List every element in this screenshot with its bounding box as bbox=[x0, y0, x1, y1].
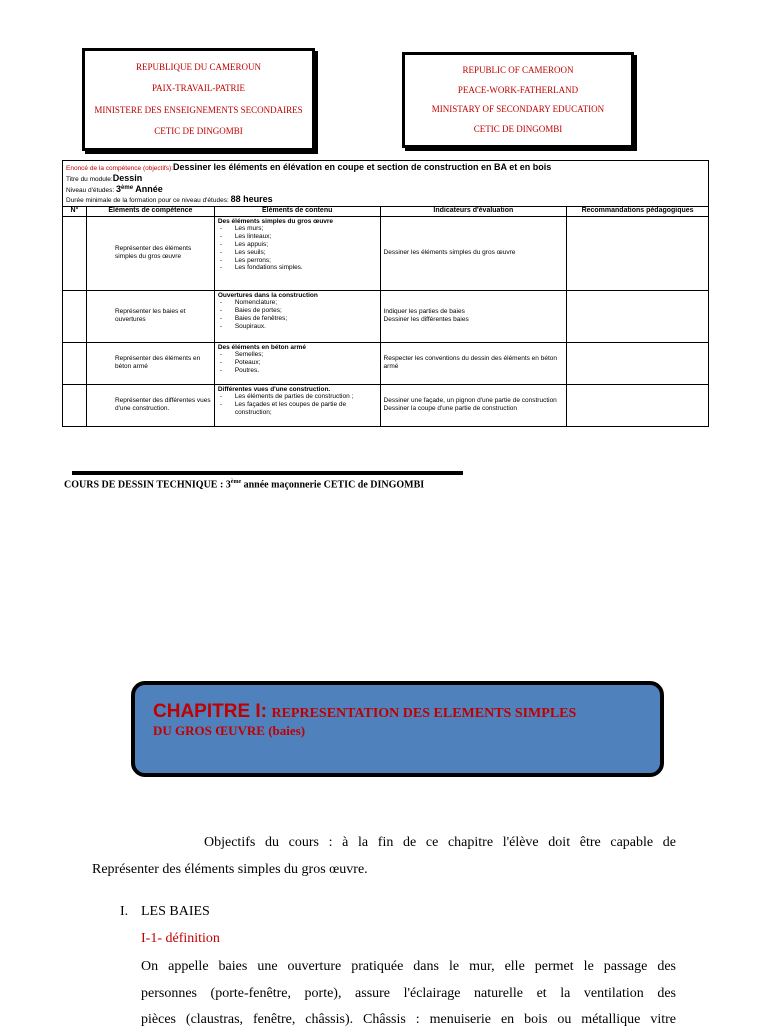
level-num: 3 bbox=[116, 183, 122, 194]
list-item: - Soupiraux. bbox=[218, 323, 377, 331]
module-value: Dessin bbox=[112, 172, 143, 183]
list-item: - Les fondations simples. bbox=[218, 264, 377, 272]
table-meta bbox=[63, 161, 709, 207]
duration-value: 88 heures bbox=[230, 194, 273, 205]
table-row bbox=[63, 216, 709, 290]
header-fr-line4: CETIC DE DINGOMBI bbox=[154, 125, 243, 136]
indicator-line: Dessiner la coupe d'une partie de construction bbox=[383, 405, 518, 413]
content-title: Des éléments simples du gros œuvre bbox=[217, 217, 334, 225]
row-content bbox=[214, 342, 380, 384]
header-en-line2: PEACE-WORK-FATHERLAND bbox=[457, 84, 579, 95]
row-num bbox=[63, 384, 87, 426]
row-reco bbox=[567, 290, 709, 342]
level-rest: Année bbox=[133, 183, 163, 194]
row-content bbox=[214, 216, 380, 290]
list-item: - Baies de portes; bbox=[218, 307, 377, 315]
course-prefix: COURS DE DESSIN TECHNIQUE : 3 bbox=[64, 479, 231, 491]
header-content: Eléments de contenu bbox=[214, 207, 380, 216]
table-header-row bbox=[63, 207, 709, 216]
list-item: - Poteaux; bbox=[218, 359, 377, 367]
list-item: - Les linteaux; bbox=[218, 233, 377, 241]
content-title: Différentes vues d'une construction. bbox=[217, 385, 331, 393]
row-reco bbox=[567, 216, 709, 290]
header-reco: Recommandations pédagogiques bbox=[567, 207, 709, 216]
row-indicators bbox=[380, 216, 567, 290]
list-item: - Nomenclature; bbox=[218, 299, 377, 307]
indicator-line: Dessiner une façade, un pignon d'une partie de construction bbox=[383, 397, 557, 405]
row-reco bbox=[567, 342, 709, 384]
definition-line2: personnes (porte-fenêtre, porte), assure l'éclairage naturelle et la ventilation des bbox=[141, 986, 676, 1001]
indicator-line: Dessiner les éléments simples du gros œuvre bbox=[383, 249, 516, 257]
definition-line1: On appelle baies une ouverture pratiquée dans le mur, elle permet le passage des bbox=[141, 959, 676, 974]
content-list bbox=[218, 393, 377, 416]
section-title: LES BAIES bbox=[141, 904, 210, 919]
header-fr-line1: REPUBLIQUE DU CAMEROUN bbox=[135, 62, 261, 73]
content-list bbox=[218, 225, 377, 272]
row-indicators bbox=[380, 384, 567, 426]
row-num bbox=[63, 342, 87, 384]
indicator-line: Respecter les conventions du dessin des éléments en béton armé bbox=[383, 355, 557, 371]
row-element: Représenter des différentes vues d'une construction. bbox=[86, 384, 214, 426]
list-item: - Poutres. bbox=[218, 367, 377, 375]
definition-line3: pièces (claustras, fenêtre, châssis). Châssis : menuiserie en bois ou métallique vitre bbox=[141, 1012, 676, 1027]
header-en-line3: MINISTARY OF SECONDARY EDUCATION bbox=[431, 104, 605, 115]
module-label: Titre du module: bbox=[66, 175, 113, 183]
row-reco bbox=[567, 384, 709, 426]
list-item: - Les appuis; bbox=[218, 241, 377, 249]
indicator-line: Dessiner les différentes baies bbox=[383, 316, 469, 324]
competence-table bbox=[62, 160, 709, 427]
subsection-title: I-1- définition bbox=[141, 931, 220, 946]
table-row bbox=[63, 290, 709, 342]
chapter-title-line2: DU GROS ŒUVRE (baies) bbox=[153, 723, 306, 738]
list-item: - Baies de fenêtres; bbox=[218, 315, 377, 323]
row-element: Représenter des éléments en béton armé bbox=[86, 342, 214, 384]
table-row bbox=[63, 384, 709, 426]
header-element: Eléments de compétence bbox=[86, 207, 214, 216]
header-num: N° bbox=[63, 207, 87, 216]
content-title: Ouvertures dans la construction bbox=[217, 291, 318, 299]
header-fr-line3: MINISTERE DES ENSEIGNEMENTS SECONDAIRES bbox=[94, 104, 303, 115]
list-item: - Les perrons; bbox=[218, 257, 377, 265]
table-row bbox=[63, 342, 709, 384]
list-item: - Les seuils; bbox=[218, 249, 377, 257]
objectives-line1: Objectifs du cours : à la fin de ce chapitre l'élève doit être capable de bbox=[204, 835, 676, 850]
chapter-label: CHAPITRE I: bbox=[153, 701, 267, 722]
row-indicators bbox=[380, 290, 567, 342]
course-heading bbox=[64, 479, 424, 490]
competence-value: Dessiner les éléments en élévation en coupe et section de construction en BA et en bois bbox=[172, 162, 552, 172]
indicator-line: Indiquer les parties de baies bbox=[383, 308, 465, 316]
content-list bbox=[218, 299, 377, 330]
course-suffix: année maçonnerie CETIC de DINGOMBI bbox=[241, 479, 425, 491]
objectives-line2: Représenter des éléments simples du gros œuvre. bbox=[92, 862, 368, 877]
header-indicators: Indicateurs d'évaluation bbox=[380, 207, 567, 216]
level-sup: ème bbox=[121, 184, 134, 191]
list-item: - Les murs; bbox=[218, 225, 377, 233]
row-num bbox=[63, 290, 87, 342]
row-content bbox=[214, 384, 380, 426]
course-sup: ème bbox=[230, 479, 242, 485]
header-en-line4: CETIC DE DINGOMBI bbox=[473, 123, 563, 134]
header-fr-line2: PAIX-TRAVAIL-PATRIE bbox=[151, 83, 246, 94]
list-item: - Les éléments de parties de construction ; bbox=[218, 393, 377, 401]
row-element: Représenter les baies et ouvertures bbox=[86, 290, 214, 342]
row-element: Représenter des éléments simples du gros œuvre bbox=[86, 216, 214, 290]
list-item: - Semelles; bbox=[218, 351, 377, 359]
row-content bbox=[214, 290, 380, 342]
chapter-title-line1: REPRESENTATION DES ELEMENTS SIMPLES bbox=[271, 706, 577, 721]
level-label: Niveau d'études: bbox=[66, 186, 117, 194]
duration-label: Durée minimale de la formation pour ce niveau d'études: bbox=[66, 197, 231, 205]
course-rule bbox=[72, 471, 463, 475]
section-number: I. bbox=[120, 904, 129, 919]
chapter-box bbox=[131, 681, 664, 777]
content-list bbox=[218, 351, 377, 374]
competence-label: Enoncé de la compétence (objectifs): bbox=[66, 165, 173, 172]
header-en-line1: REPUBLIC OF CAMEROON bbox=[462, 65, 574, 76]
row-num bbox=[63, 216, 87, 290]
header-box-english bbox=[402, 52, 634, 148]
list-item: - Les façades et les coupes de partie de construction; bbox=[218, 401, 377, 417]
header-box-french bbox=[82, 48, 315, 151]
row-indicators bbox=[380, 342, 567, 384]
content-title: Des éléments en béton armé bbox=[217, 343, 306, 351]
